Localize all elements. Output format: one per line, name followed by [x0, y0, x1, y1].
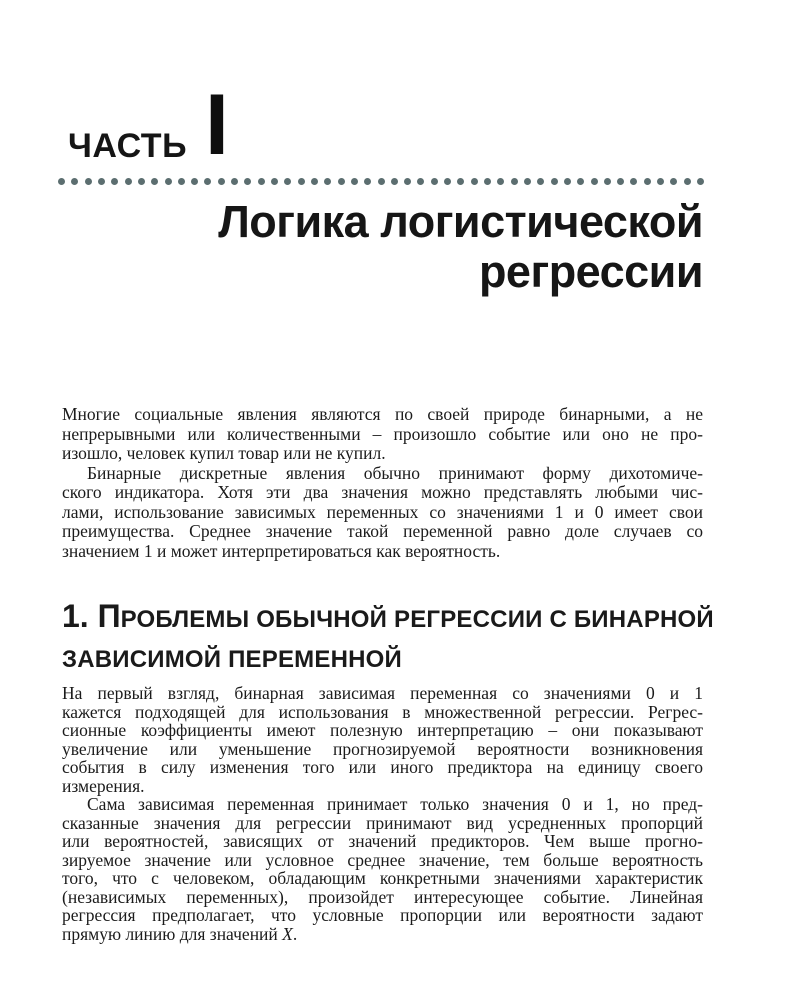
paragraph-line: изошло, человек купил товар или не купил. — [62, 443, 386, 463]
chapter-title-line: регрессии — [478, 246, 703, 297]
paragraph-line: сионные коэффициенты имеют полезную интерпретацию – они показывают — [62, 720, 703, 740]
paragraph-line: На первый взгляд, бинарная зависимая переменная со значениями 0 и 1 — [62, 683, 703, 703]
paragraph-line: непрерывными или количественными – произошло событие или оно не про- — [62, 423, 703, 444]
divider-dot — [271, 178, 278, 185]
paragraph-line: (независимых переменных), произойдет интересующее событие. Линейная — [62, 886, 703, 907]
divider-dot — [204, 178, 211, 185]
divider-dot — [338, 178, 345, 185]
paragraph — [62, 684, 703, 795]
divider-dot — [284, 178, 291, 185]
chapter-title — [83, 197, 703, 297]
divider-dot — [231, 178, 238, 185]
paragraph-line: увеличение или уменьшение прогнозируемой вероятности возникновения — [62, 738, 703, 759]
paragraph-line: или вероятностей, зависящих от значений предикторов. Чем выше прогно- — [62, 831, 703, 851]
paragraph-line: Сама зависимая переменная принимает только значения 0 и 1, но пред- — [87, 794, 703, 814]
divider-dot — [311, 178, 318, 185]
divider-dot — [617, 178, 624, 185]
divider-dot — [298, 178, 305, 185]
intro-paragraphs — [62, 405, 703, 561]
paragraph-line: ского индикатора. Хотя эти два значения можно представлять любыми чис- — [62, 482, 703, 502]
paragraph-line: того, что с человеком, обладающим конкретными значениями характеристик — [62, 868, 703, 888]
divider-dot — [577, 178, 584, 185]
divider-dot — [417, 178, 424, 185]
divider-dot — [378, 178, 385, 185]
section-heading-line: 1. ПРОБЛЕМЫ ОБЫЧНОЙ РЕГРЕССИИ С БИНАРНОЙ — [62, 598, 714, 634]
divider-dot — [697, 178, 704, 185]
divider-dot — [670, 178, 677, 185]
divider-dot — [244, 178, 251, 185]
dotted-divider — [58, 177, 704, 185]
divider-dot — [657, 178, 664, 185]
divider-dot — [138, 178, 145, 185]
paragraph-line: преимущества. Среднее значение такой переменной равно доле случаев со — [62, 521, 703, 541]
part-label: ЧАСТЬ — [68, 127, 188, 165]
paragraph-line: регрессия предполагает, что условные пропорции или вероятности задают — [62, 905, 703, 925]
divider-dot — [471, 178, 478, 185]
divider-dot — [351, 178, 358, 185]
divider-dot — [364, 178, 371, 185]
divider-dot — [191, 178, 198, 185]
paragraph-line: события в силу изменения того или иного предиктора на единицу своего — [62, 757, 703, 777]
paragraph — [62, 795, 703, 943]
paragraph-line: значением 1 и может интерпретироваться как вероятность. — [62, 540, 501, 561]
section-heading — [62, 598, 722, 681]
paragraph — [62, 464, 703, 562]
text-run: прямую линию для значений — [62, 923, 283, 944]
section-number: 1. П — [62, 598, 121, 634]
paragraph-line: зируемое значение или условное среднее значение, тем больше вероятность — [62, 849, 703, 870]
divider-dot — [258, 178, 265, 185]
divider-dot — [604, 178, 611, 185]
paragraph — [62, 405, 703, 464]
divider-dot — [537, 178, 544, 185]
divider-dot — [630, 178, 637, 185]
divider-dot — [511, 178, 518, 185]
divider-dot — [404, 178, 411, 185]
paragraph-line: измерения. — [62, 775, 145, 796]
divider-dot — [85, 178, 92, 185]
paragraph-line: Многие социальные явления являются по своей природе бинарными, а не — [62, 404, 703, 424]
divider-dot — [644, 178, 651, 185]
paragraph-line: кажется подходящей для использования в множественной регрессии. Регрес- — [62, 701, 703, 722]
divider-dot — [684, 178, 691, 185]
text-run: . — [292, 923, 298, 944]
divider-dot — [391, 178, 398, 185]
chapter-title-line: Логика логистической — [218, 196, 703, 247]
divider-dot — [218, 178, 225, 185]
divider-dot — [551, 178, 558, 185]
section-heading-line: ЗАВИСИМОЙ ПЕРЕМЕННОЙ — [62, 646, 402, 673]
divider-dot — [431, 178, 438, 185]
part-number: I — [205, 77, 229, 173]
divider-dot — [564, 178, 571, 185]
divider-dot — [125, 178, 132, 185]
paragraph-line — [62, 925, 703, 944]
divider-dot — [524, 178, 531, 185]
divider-dot — [165, 178, 172, 185]
body-paragraphs — [62, 684, 703, 943]
divider-dot — [444, 178, 451, 185]
divider-dot — [111, 178, 118, 185]
italic-variable: X — [282, 923, 293, 944]
paragraph-line: сказанные значения для регрессии принимают вид усредненных пропорций — [62, 812, 703, 833]
divider-dot — [457, 178, 464, 185]
divider-dot — [178, 178, 185, 185]
divider-dot — [591, 178, 598, 185]
divider-dot — [98, 178, 105, 185]
divider-dot — [71, 178, 78, 185]
divider-dot — [497, 178, 504, 185]
paragraph-line: Бинарные дискретные явления обычно принимают форму дихотомиче- — [87, 462, 703, 483]
paragraph-line: лами, использование зависимых переменных со значениями 1 и 0 имеет свои — [62, 501, 703, 522]
divider-dot — [151, 178, 158, 185]
divider-dot — [484, 178, 491, 185]
divider-dot — [324, 178, 331, 185]
divider-dot — [58, 178, 65, 185]
